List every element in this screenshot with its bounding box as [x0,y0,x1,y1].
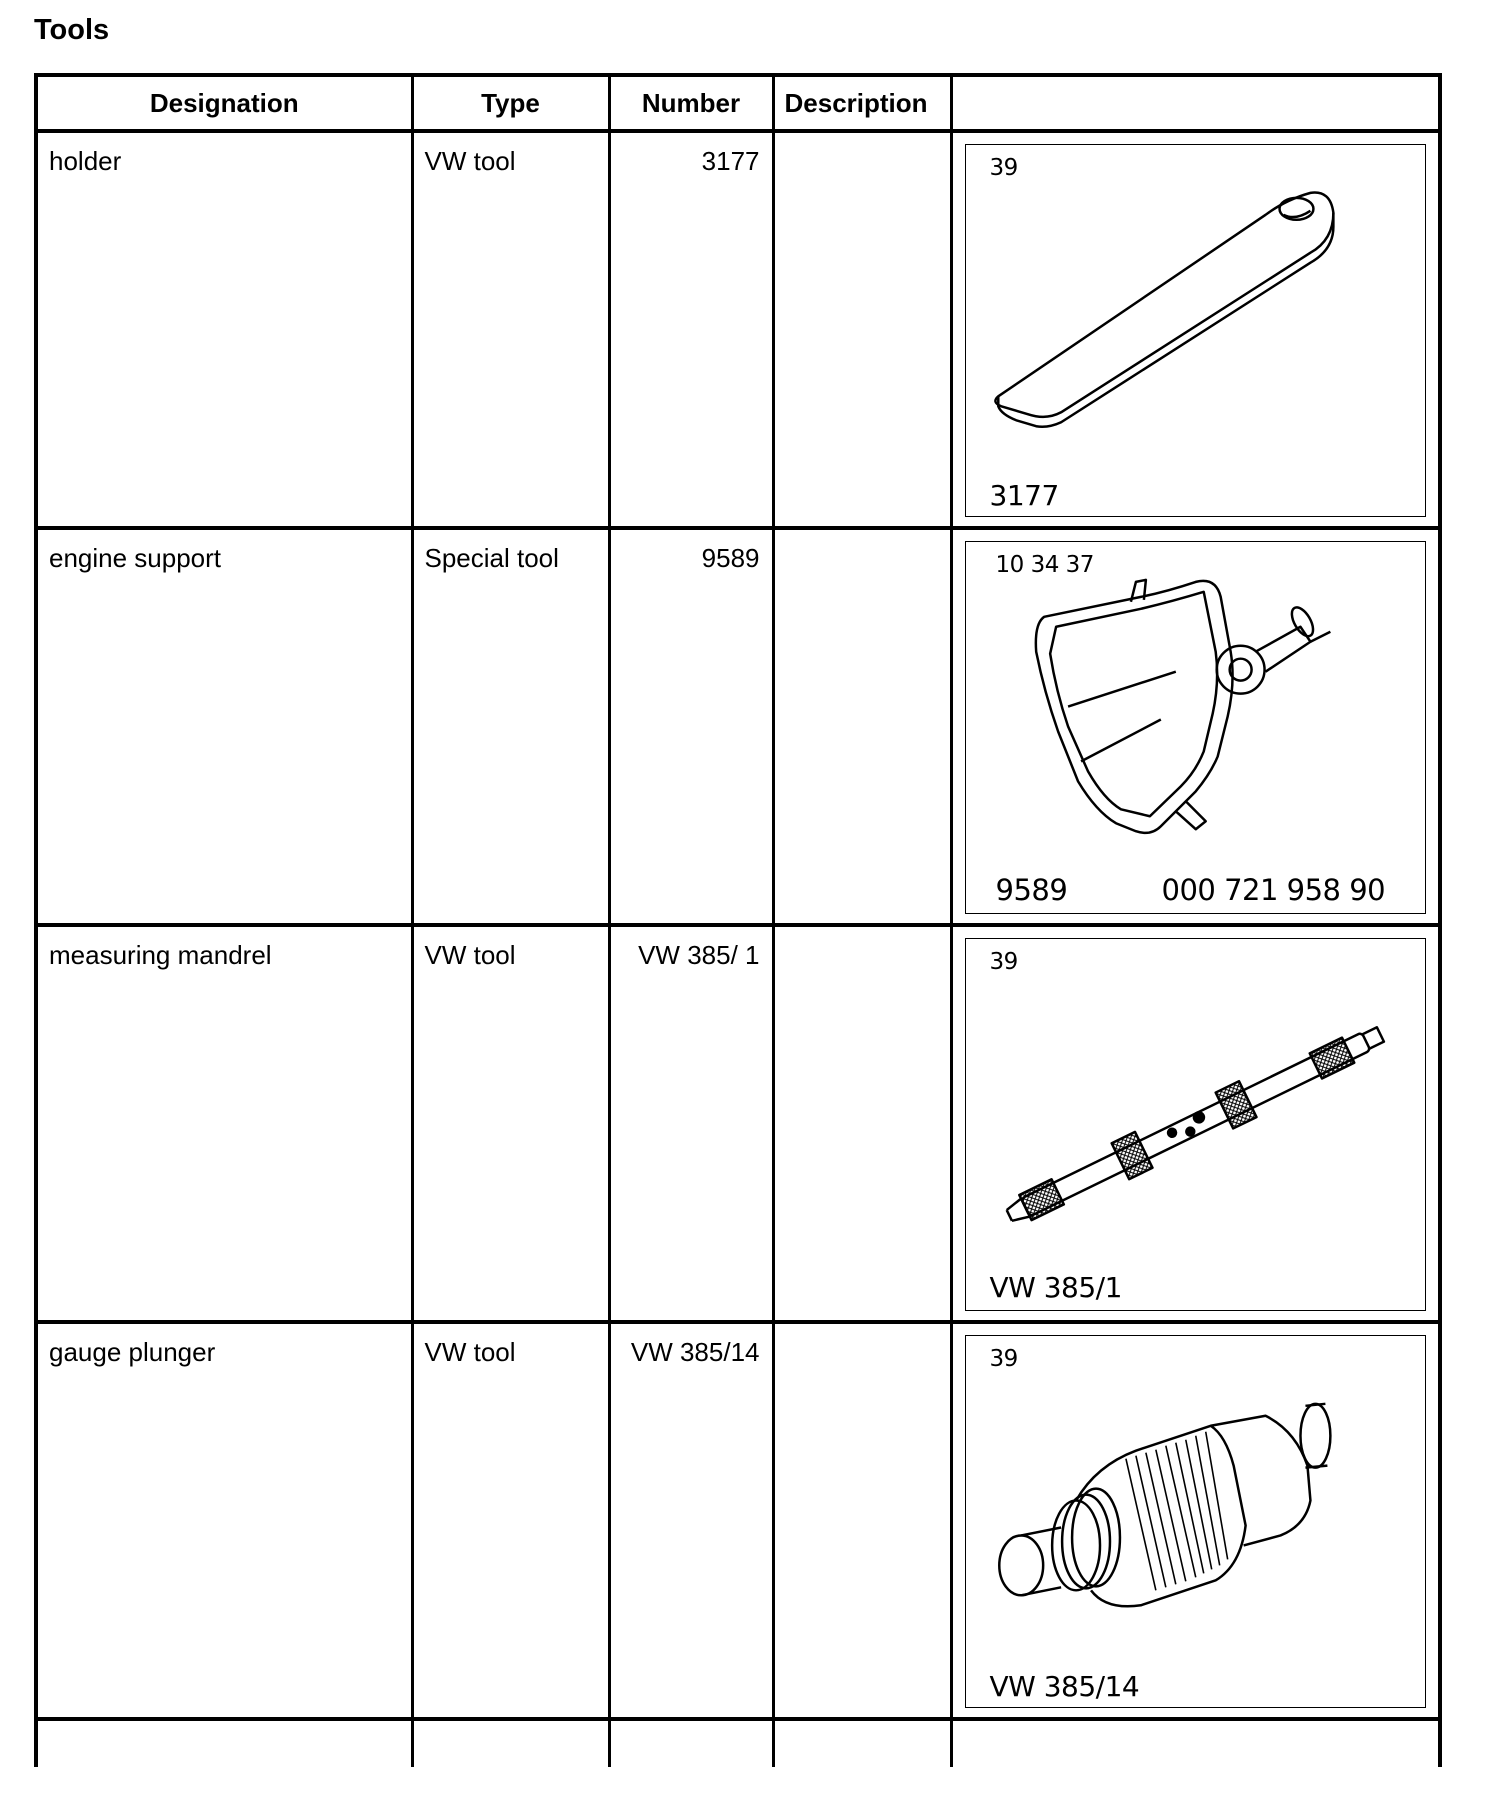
header-number: Number [609,75,773,131]
number-cell: 3177 [609,131,773,528]
tools-table [34,73,1442,1767]
table-row [36,131,1440,528]
illustration-ref-label: 39 [989,949,1018,975]
illustration-part-number: VW 385/14 [989,1670,1140,1703]
description-cell [773,528,951,925]
designation-cell: gauge plunger [36,1322,412,1719]
designation-cell: holder [36,131,412,528]
type-cell: VW tool [412,1322,609,1719]
table-row-continuation [36,1719,1440,1767]
header-illustration [951,75,1440,131]
illustration-part-number: 9589 [995,873,1068,907]
illustration-cell [951,925,1440,1322]
illustration-cell [951,1322,1440,1719]
table-header-row [36,75,1440,131]
gauge-plunger-illustration [965,1335,1427,1708]
designation-cell: engine support [36,528,412,925]
header-description: Description [773,75,951,131]
table-row [36,528,1440,925]
header-type: Type [412,75,609,131]
measuring-mandrel-illustration [965,938,1427,1311]
engine-support-illustration [965,541,1427,914]
table-row [36,925,1440,1322]
holder-icon [966,145,1426,516]
type-cell: VW tool [412,131,609,528]
description-cell [773,131,951,528]
designation-cell: measuring mandrel [36,925,412,1322]
illustration-cell [951,131,1440,528]
illustration-ref-label: 39 [989,1346,1018,1372]
table-row [36,1322,1440,1719]
illustration-cell [951,528,1440,925]
illustration-part-number: 3177 [989,479,1059,512]
mandrel-icon [966,939,1426,1310]
plunger-icon [966,1336,1426,1707]
number-cell: VW 385/ 1 [609,925,773,1322]
illustration-order-number: 000 721 958 90 [1161,873,1386,907]
number-cell: 9589 [609,528,773,925]
description-cell [773,1322,951,1719]
illustration-part-number: VW 385/1 [989,1271,1122,1304]
engine-support-icon [966,542,1426,913]
type-cell: VW tool [412,925,609,1322]
header-designation: Designation [36,75,412,131]
holder-tool-illustration [965,144,1427,517]
description-cell [773,925,951,1322]
type-cell: Special tool [412,528,609,925]
illustration-ref-label: 39 [989,155,1018,181]
page-title: Tools [34,14,110,46]
illustration-ref-label: 10 34 37 [995,552,1094,578]
number-cell: VW 385/14 [609,1322,773,1719]
